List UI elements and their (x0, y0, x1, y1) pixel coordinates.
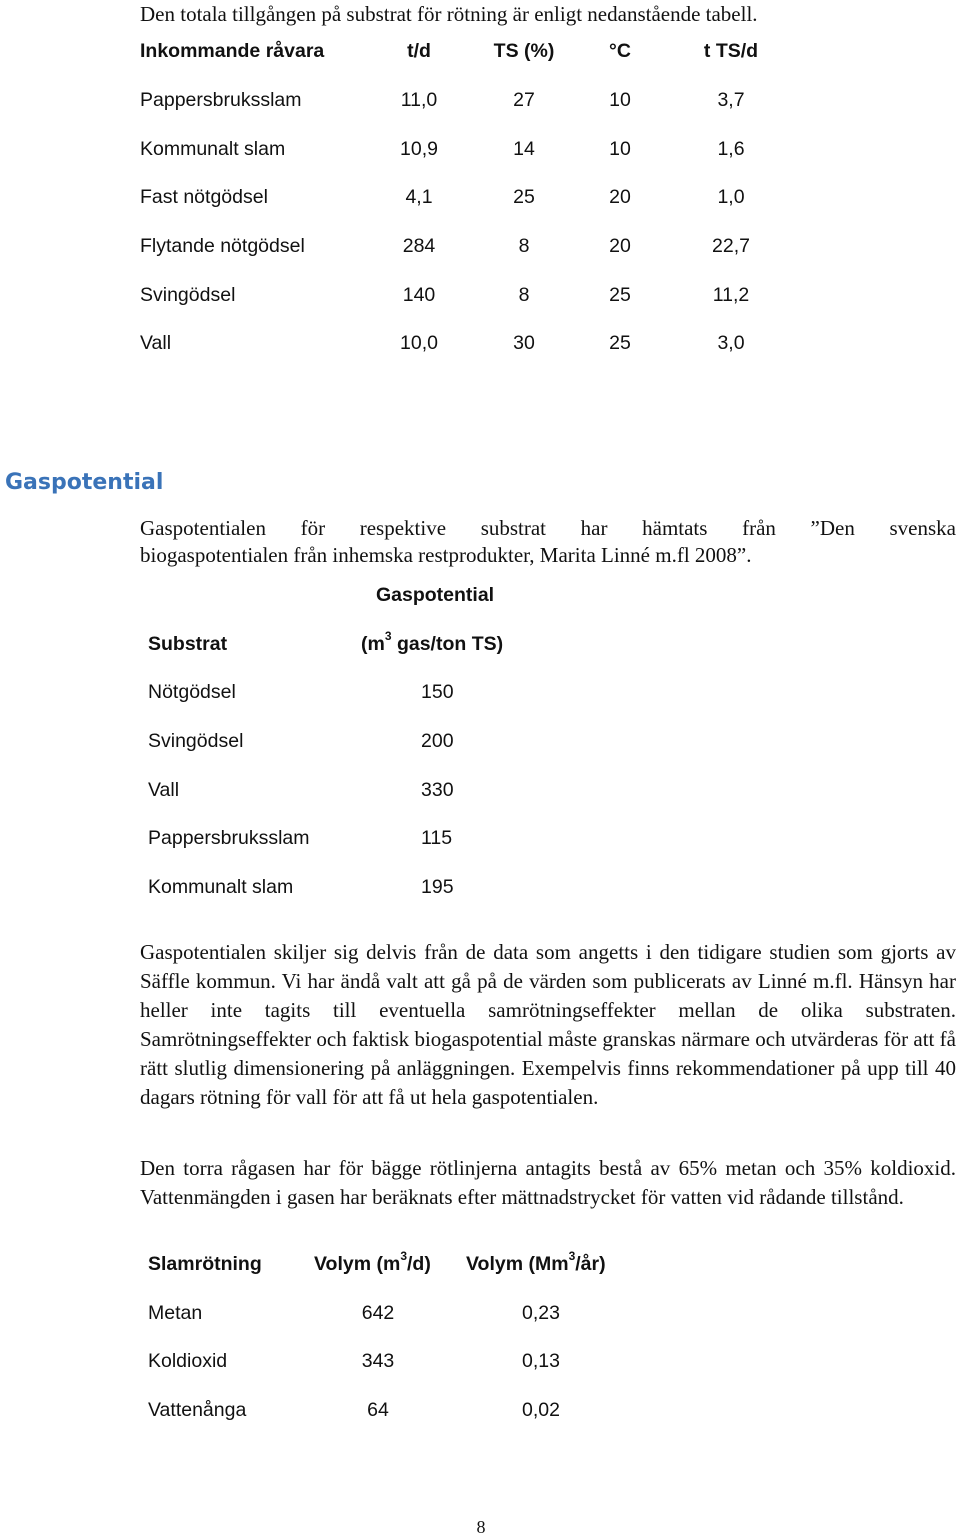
table-cell: 20 (609, 186, 631, 208)
table-cell: Vall (140, 332, 172, 354)
table-cell: 200 (421, 730, 454, 752)
table-cell: 343 (361, 1350, 395, 1372)
table3-header-volym-day: Volym $(m^3/d)$ (314, 1249, 431, 1275)
table-cell: 30 (513, 332, 535, 354)
table-cell: 330 (421, 779, 454, 801)
table-cell: 64 (367, 1399, 389, 1421)
table-cell: 8 (518, 284, 530, 306)
table-cell: Vall (148, 779, 180, 801)
table-cell: 25 (609, 332, 631, 354)
paragraph-gaspotential-discussion: Gaspotentialen skiljer sig delvis från de data som angetts i den tidigare studien som gjorts av Säffle kommun. Vi har ändå valt att gå på de värden som publicerats av Linné m.fl. Hänsyn har heller inte tagits till eventuella samrötningseffekter mellan de olika substraten. Samrötningseffekter och faktisk biogaspotential måste granskas närmare och utvärderas för att få rätt slutlig dimensionering på anläggningen. Exempelvis finns rekommendationer på upp till 40 dagars rötning för vall för att få ut hela gaspotentialen. (140, 940, 956, 1109)
table-cell: Svingödsel (148, 730, 244, 752)
table-cell: Pappersbruksslam (148, 827, 310, 849)
table1-header-temp: °C (609, 40, 631, 62)
table-cell: Metan (148, 1302, 203, 1324)
table-cell: 642 (361, 1302, 395, 1324)
intro-text: Den totala tillgången på substrat för rötning är enligt nedanstående tabell. (140, 2, 758, 26)
table3-header-slamrotning: Slamrötning (148, 1253, 262, 1275)
table2-header-gas: Gaspotential (376, 584, 495, 606)
table1-header-raavara: Inkommande råvara (140, 40, 325, 62)
table-cell: 14 (513, 138, 535, 160)
table-cell: Kommunalt slam (140, 138, 286, 160)
table-cell: Pappersbruksslam (140, 89, 302, 111)
table-cell: 3,7 (717, 89, 745, 111)
table-cell: 4,1 (405, 186, 433, 208)
paragraph-dry-gas: Den torra rågasen har för bägge rötlinjerna antagits bestå av 65% metan och 35% koldioxid. Vattenmängden i gasen har beräknats efter mättnadstrycket för vatten vid rådande tillstånd. (140, 1156, 956, 1209)
table1-header-tts: t TS/d (703, 40, 759, 62)
table-cell: 10,0 (400, 332, 438, 354)
table2-header-substrat: Substrat (148, 633, 228, 655)
table-cell: 27 (513, 89, 535, 111)
table-cell: 11,0 (400, 89, 438, 111)
table-cell: 25 (609, 284, 631, 306)
table-cell: 0,02 (522, 1399, 560, 1421)
page-number: 8 (476, 1517, 486, 1537)
table3-header-volym-year: Volym (Mm$^3$/år) (466, 1249, 606, 1275)
table-cell: Nötgödsel (148, 681, 236, 703)
table-cell: Koldioxid (148, 1350, 228, 1372)
table-cell: 20 (609, 235, 631, 257)
section-heading: Gaspotential (5, 470, 164, 495)
table-cell: Fast nötgödsel (140, 186, 268, 208)
table-cell: 284 (402, 235, 436, 257)
table-cell: 10 (609, 138, 631, 160)
table-cell: 10,9 (400, 138, 438, 160)
table-cell: Flytande nötgödsel (140, 235, 305, 257)
table-cell: Kommunalt slam (148, 876, 294, 898)
table-cell: 1,0 (717, 186, 745, 208)
table2-header-unit: ($m^3$ gas/ton TS) (361, 629, 504, 655)
table-cell: 3,0 (717, 332, 745, 354)
paragraph-source-line2: biogaspotentialen från inhemska restprodukter, Marita Linné m.fl 2008”. (140, 543, 752, 567)
table-cell: 1,6 (717, 138, 745, 160)
table-cell: 11,2 (712, 284, 750, 306)
table-cell: 25 (513, 186, 535, 208)
table1-header-ts: TS (%) (493, 40, 555, 62)
table-cell: 115 (421, 827, 453, 849)
table-cell: 0,13 (522, 1350, 560, 1372)
table-cell: 8 (518, 235, 530, 257)
table-cell: 195 (421, 876, 454, 898)
table-cell: 150 (421, 681, 454, 703)
table-cell: 140 (402, 284, 436, 306)
table-cell: Vattenånga (148, 1399, 247, 1421)
table-cell: 0,23 (522, 1302, 560, 1324)
table1-header-td: t/d (407, 40, 431, 62)
paragraph-source-line1: Gaspotentialen för respektive substrat har hämtats från ”Den svenska (140, 516, 956, 540)
table-cell: 10 (609, 89, 631, 111)
table-cell: Svingödsel (140, 284, 236, 306)
table-cell: 22,7 (712, 235, 750, 257)
